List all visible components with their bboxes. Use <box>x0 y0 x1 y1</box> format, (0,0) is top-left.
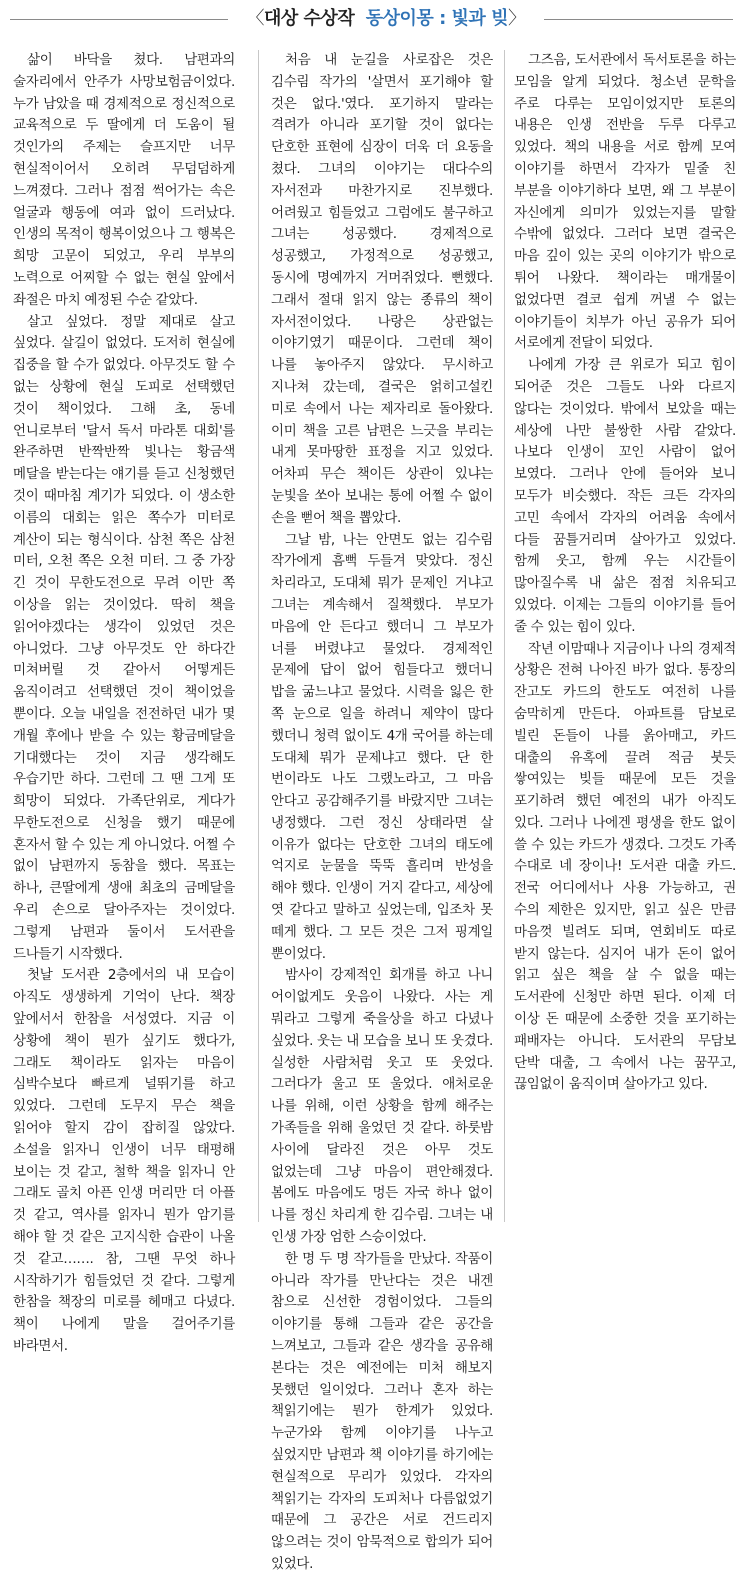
title-bracket-open: 〈 <box>246 8 264 29</box>
paragraph: 그즈음, 도서관에서 독서토론을 하는 모임을 알게 되었다. 청소년 문학을 주로 다루는 모임이었지만 토론의 내용은 인생 전반을 두루 다루고 있었다. 책의 내용을 서로 함께 모여 이야기를 하면서 각자가 밑줄 친 부분을 이야기하다 보면, 왜 그 부분이 자신에게 의미가 있었는지를 말할 수밖에 없었다. 그러다 보면 결국은 마음 깊이 있는 곳의 이야기가 밖으로 튀어 나왔다. 책이라는 매개물이 없었다면 결코 쉽게 꺼낼 수 없는 이야기들이 치부가 아닌 공유가 되어 서로에게 전달이 되었다. <box>514 52 736 352</box>
text-column-1 <box>13 50 235 1355</box>
title-bracket-close: 〉 <box>507 8 526 29</box>
article-header <box>0 0 743 40</box>
header-rule-left <box>10 19 228 20</box>
paragraph: 처음 내 눈길을 사로잡은 것은 김수림 작가의 '살면서 포기해야 할 것은 없다.'였다. 포기하지 말라는 격려가 아니라 포기할 것이 없다는 단호한 표현에 심장이 더욱 더 요동을 쳤다. 그녀의 이야기는 대다수의 자서전과 마찬가지로 진부했다. 어려웠고 힘들었고 그럼에도 불구하고 그녀는 성공했다. 경제적으로 성공했고, 가정적으로 성공했고, 동시에 명예까지 거머쥐었다. 뻔했다. 그래서 절대 읽지 않는 종류의 책이 자서전이었다. 나랑은 상관없는 이야기였기 때문이다. 그런데 책이 나를 놓아주지 않았다. 무시하고 지나쳐 갔는데, 결국은 얽히고설킨 미로 속에서 나는 제자리로 돌아왔다. 이미 책을 고른 남편은 느긋을 부리는 내게 못마땅한 표정을 지고 있었다. 어차피 무슨 책이든 상관이 있냐는 눈빛을 쏘아 보내는 통에 어쩔 수 없이 손을 뻗어 책을 뽑았다. <box>271 52 493 526</box>
paragraph: 한 명 두 명 작가들을 만났다. 작품이 아니라 작가를 만난다는 것은 내겐 참으로 신선한 경험이었다. 그들의 이야기를 통해 그들과 같은 공간을 느껴보고, 그들과 같은 생각을 공유해 본다는 것은 예전에는 미처 해보지 못했던 일이었다. 그러나 혼자 하는 책읽기에는 뭔가 한계가 있었다. 누군가와 함께 이야기를 나누고 싶었지만 남편과 책 이야기를 하기에는 현실적으로 무리가 있었다. 각자의 책읽기는 각자의 도피처나 다름없었기 때문에 그 공간은 서로 건드리지 않으려는 것이 암묵적으로 합의가 되어 있었다. <box>271 1250 493 1572</box>
paragraph: 나에게 가장 큰 위로가 되고 힘이 되어준 것은 그들도 나와 다르지 않다는 것이었다. 밖에서 보았을 때는 세상에 나만 불쌍한 사람 같았다. 나보다 인생이 꼬인 사람이 없어 보였다. 그러나 안에 들어와 보니 모두가 비슷했다. 작든 크든 각자의 고민 속에서 각자의 어려움 속에서 다들 꿈틀거리며 살아가고 있었다. 함께 웃고, 함께 우는 시간들이 많아질수록 내 삶은 점점 치유되고 있었다. 이제는 그들의 이야기를 들어 줄 수 있는 힘이 있다. <box>514 357 736 635</box>
paragraph: 첫날 도서관 2층에서의 내 모습이 아직도 생생하게 기억이 난다. 책장 앞에서서 한참을 서성였다. 지금 이 상황에 책이 뭔가 싶기도 했다가, 그래도 책이라도 읽자는 마음이 심박수보다 빠르게 널뛰기를 하고 있었다. 그런데 도무지 무슨 책을 읽어야 할지 감이 잡히질 않았다. 소설을 읽자니 인생이 너무 태평해 보이는 것 같고, 철학 책을 읽자니 안 그래도 골치 아픈 인생 머리만 더 아플 것 같고, 역사를 읽자니 뭔가 암기를 해야 할 것 같은 고지식한 습관이 나올 것 같고……. 참, 그땐 무엇 하나 시작하기가 힘들었던 것 같다. 그렇게 한참을 책장의 미로를 헤매고 다녔다. 책이 나에게 말을 걸어주기를 바라면서. <box>13 967 235 1355</box>
article-body <box>13 50 739 1572</box>
column-divider <box>504 50 505 1222</box>
paragraph: 그날 밤, 나는 안면도 없는 김수림 작가에게 흠뻑 두들겨 맞았다. 정신 차리라고, 도대체 뭐가 문제인 거냐고 그녀는 계속해서 질책했다. 부모가 마음에 안 든다고 했더니 그 부모가 너를 버렸냐고 물었다. 경제적인 문제에 답이 없어 힘들다고 했더니 밥을 굶느냐고 물었다. 시력을 잃은 한 쪽 눈으로 일을 하려니 제약이 많다 했더니 청력 없이도 4개 국어를 하는데 도대체 뭐가 문제냐고 했다. 단 한 번이라도 나도 그랬노라고, 그 마음 안다고 공감해주기를 바랐지만 그녀는 냉정했다. 그런 정신 상태라면 살 이유가 없다는 단호한 그녀의 태도에 억지로 눈물을 뚝뚝 흘리며 반성을 해야 했다. 인생이 거지 같다고, 세상에 엿 같다고 말하고 싶었는데, 입조차 못 떼게 했다. 그 모든 것은 그저 핑계일 뿐이었다. <box>271 531 493 962</box>
article-title <box>236 5 536 33</box>
award-label: 대상 수상작 <box>264 8 355 29</box>
work-title: 동상이몽 : 빛과 빚 <box>365 8 508 29</box>
paragraph: 밤사이 강제적인 회개를 하고 나니 어이없게도 웃음이 나왔다. 사는 게 뭐라고 그렇게 죽을상을 하고 다녔나 싶었다. 웃는 내 모습을 보니 또 웃겼다. 실성한 사람처럼 웃고 또 웃었다. 그러다가 울고 또 울었다. 애처로운 나를 위해, 이런 상황을 함께 해주는 가족들을 위해 울었던 것 같다. 하룻밤 사이에 달라진 것은 아무 것도 없었는데 그냥 마음이 편안해졌다. 봄에도 마음에도 멍든 자국 하나 없이 나를 정신 차리게 한 김수림. 그녀는 내 인생 가장 엄한 스승이었다. <box>271 967 493 1246</box>
text-column-2 <box>271 50 493 1572</box>
text-column-3 <box>514 50 736 1222</box>
paragraph: 살고 싶었다. 정말 제대로 살고 싶었다. 살길이 없었다. 도저히 현실에 집중을 할 수가 없었다. 아무것도 할 수 없는 상황에 현실 도피로 선택했던 것이 책이었다. 그해 초, 동네 언니로부터 '달서 독서 마라톤 대회'를 완주하면 반짝반짝 빛나는 황금색 메달을 받는다는 얘기를 듣고 신청했던 것이 때마침 계기가 되었다. 이 생소한 이름의 대회는 읽은 쪽수가 미터로 계산이 되는 형식이다. 삼천 쪽은 삼천 미터, 오천 쪽은 오천 미터. 그 중 가장 긴 것이 무한도전으로 무려 이만 쪽 이상을 읽는 것이었다. 딱히 책을 읽어야겠다는 생각이 있었던 것은 아니었다. 그냥 아무것도 안 하다간 미쳐버릴 것 같아서 어떻게든 움직이려고 선택했던 것이 책이었을 뿐이다. 오늘 내일을 전전하던 내가 몇 개월 후에나 받을 수 있는 황금메달을 기대했다는 것이 지금 생각해도 우습기만 하다. 그런데 그 땐 그게 또 희망이 되었다. 가족단위로, 게다가 무한도전으로 신청을 했기 때문에 혼자서 할 수 있는 게 아니었다. 어쩔 수 없이 남편까지 동참을 했다. 목표는 하나, 큰딸에게 생애 최초의 금메달을 우리 손으로 달아주자는 것이었다. 그렇게 남편과 둘이서 도서관을 드나들기 시작했다. <box>13 313 235 962</box>
paragraph: 작년 이맘때나 지금이나 나의 경제적 상황은 전혀 나아진 바가 없다. 통장의 잔고도 카드의 한도도 여전히 나를 숨막히게 만든다. 아파트를 담보로 빌린 돈들이 나를 옭아매고, 카드 대출의 유혹에 끌려 적금 붓듯 쌓여있는 빚들 때문에 모든 것을 포기하려 했던 예전의 내가 아직도 있다. 그러나 나에겐 평생을 한도 없이 쓸 수 있는 카드가 생겼다. 그것도 가족 수대로 네 장이나! 도서관 대출 카드. 전국 어디에서나 사용 가능하고, 권 수의 제한은 있지만, 읽고 싶은 만큼 마음껏 빌려도 되며, 연회비도 따로 받지 않는다. 심지어 내가 돈이 없어 읽고 싶은 책을 살 수 없을 때는 도서관에 신청만 하면 된다. 이제 더 이상 돈 때문에 소중한 것을 포기하는 패배자는 아니다. 도서관의 무담보 단박 대출, 그 속에서 나는 꿈꾸고, 끊임없이 움직이며 살아가고 있다. <box>514 640 736 1093</box>
column-divider <box>258 50 259 1222</box>
header-rule-right <box>544 19 733 20</box>
paragraph: 삶이 바닥을 쳤다. 남편과의 술자리에서 안주가 사망보험금이었다. 누가 남았을 때 경제적으로 정신적으로 교육적으로 두 딸에게 더 도움이 될 것인가의 주제는 슬프지만 너무 현실적이어서 오히려 무덤덤하게 느껴졌다. 그러나 점점 썩어가는 속은 얼굴과 행동에 여과 없이 드러났다. 인생의 목적이 행복이었으나 그 행복은 희망 고문이 되었고, 우리 부부의 노력으로 어찌할 수 없는 현실 앞에서 좌절은 마치 예정된 수순 같았다. <box>13 52 235 308</box>
